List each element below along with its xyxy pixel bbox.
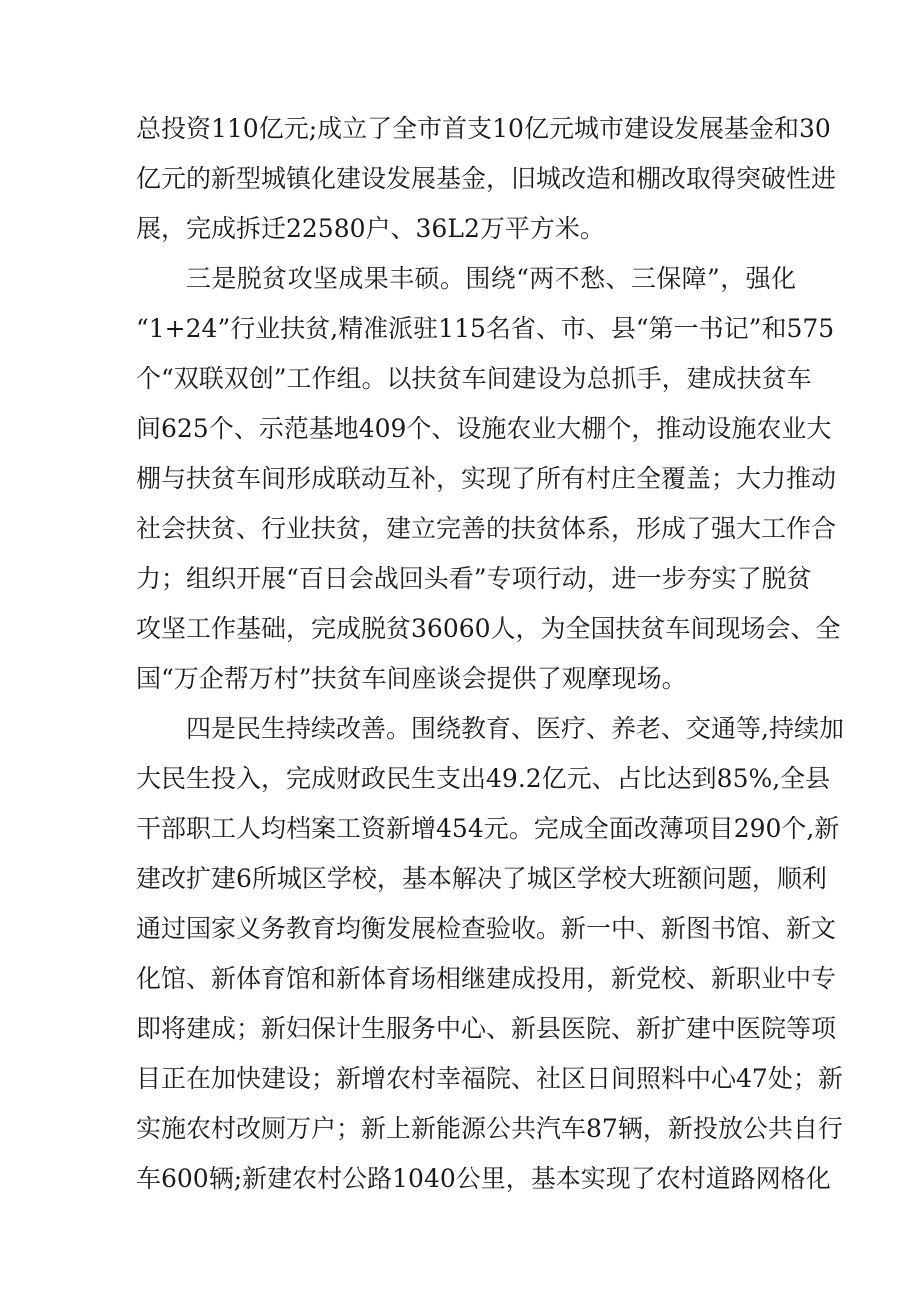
text-line: 目正在加快建设；新增农村幸福院、社区日间照料中心47处；新 (136, 1064, 843, 1093)
text-line: 车600辆;新建农村公路1040公里，基本实现了农村道路网格化 (136, 1164, 831, 1193)
text-line: 社会扶贫、行业扶贫，建立完善的扶贫体系，形成了强大工作合 (136, 514, 837, 543)
text-line: 亿元的新型城镇化建设发展基金，旧城改造和棚改取得突破性进 (136, 164, 837, 193)
text-line: 棚与扶贫车间形成联动互补，实现了所有村庄全覆盖；大力推动 (136, 464, 837, 493)
text-line: 即将建成；新妇保计生服务中心、新县医院、新扩建中医院等项 (136, 1014, 837, 1043)
text-line: 个“双联双创”工作组。以扶贫车间建设为总抓手，建成扶贫车 (136, 364, 812, 393)
text-line: 间625个、示范基地409个、设施农业大棚个，推动设施农业大 (136, 414, 832, 443)
text-line: 大民生投入，完成财政民生支出49.2亿元、占比达到85%,全县 (136, 764, 831, 793)
text-line: 化馆、新体育馆和新体育场相继建成投用，新党校、新职业中专 (136, 964, 837, 993)
text-line: 力；组织开展“百日会战回头看”专项行动，进一步夯实了脱贫 (136, 564, 812, 593)
text-line: 通过国家义务教育均衡发展检查验收。新一中、新图书馆、新文 (136, 914, 837, 943)
text-line: 建改扩建6所城区学校，基本解决了城区学校大班额问题，顺利 (136, 864, 827, 893)
text-line: 国“万企帮万村”扶贫车间座谈会提供了观摩现场。 (136, 664, 687, 693)
text-line: 总投资110亿元;成立了全市首支10亿元城市建设发展基金和30 (136, 114, 831, 143)
text-line: 干部职工人均档案工资新增454元。完成全面改薄项目290个,新 (136, 814, 840, 843)
text-line: 实施农村改厕万户；新上新能源公共汽车87辆，新投放公共自行 (136, 1114, 843, 1143)
text-line: 攻坚工作基础，完成脱贫36060人，为全国扶贫车间现场会、全 (136, 614, 841, 643)
text-line: “1+24”行业扶贫,精准派驻115名省、市、县“第一书记”和575 (136, 314, 835, 343)
paragraph-first-line: 三是脱贫攻坚成果丰硕。围绕“两不愁、三保障”，强化 (186, 264, 796, 293)
paragraph-first-line: 四是民生持续改善。围绕教育、医疗、养老、交通等,持续加 (186, 714, 844, 743)
text-line: 展，完成拆迁22580户、36L2万平方米。 (136, 214, 605, 243)
